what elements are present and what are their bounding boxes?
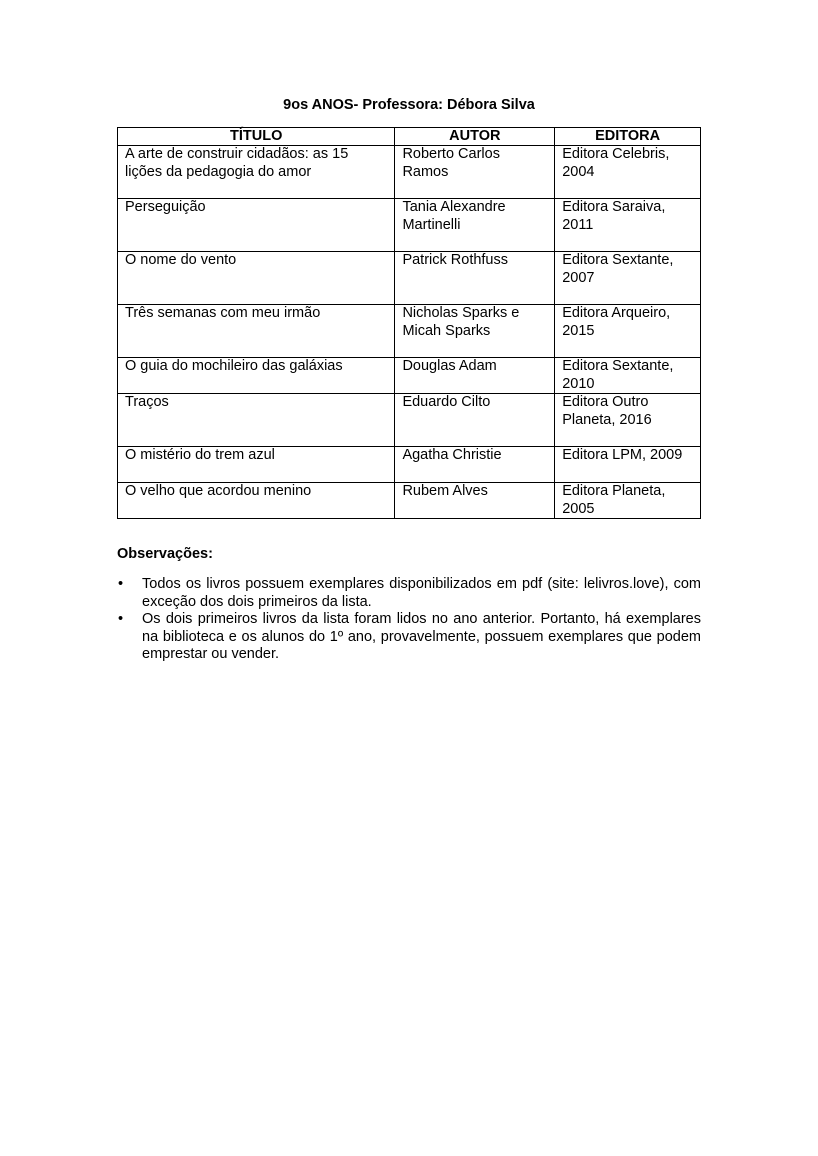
cell-editora: Editora Arqueiro, 2015 bbox=[555, 305, 701, 358]
table-header-row bbox=[118, 128, 701, 146]
cell-editora: Editora Planeta, 2005 bbox=[555, 483, 701, 519]
cell-titulo: O nome do vento bbox=[118, 252, 395, 305]
cell-editora: Editora Celebris, 2004 bbox=[555, 146, 701, 199]
observation-text: Os dois primeiros livros da lista foram lidos no ano anterior. Portanto, há exemplares na biblioteca e os alunos do 1º ano, provavelmente, possuem exemplares que podem emprestar ou vender. bbox=[142, 611, 701, 662]
bullet-icon: • bbox=[118, 611, 124, 627]
cell-autor: Rubem Alves bbox=[395, 483, 555, 519]
table-row bbox=[118, 305, 701, 358]
cell-editora: Editora LPM, 2009 bbox=[555, 447, 701, 483]
cell-titulo: Perseguição bbox=[118, 199, 395, 252]
cell-autor: Roberto Carlos Ramos bbox=[395, 146, 555, 199]
table-row bbox=[118, 199, 701, 252]
cell-titulo: O velho que acordou menino bbox=[118, 483, 395, 519]
cell-editora: Editora Outro Planeta, 2016 bbox=[555, 394, 701, 447]
bullet-icon: • bbox=[118, 576, 124, 592]
page-title: 9os ANOS- Professora: Débora Silva bbox=[283, 97, 535, 113]
table-row bbox=[118, 146, 701, 199]
cell-editora: Editora Sextante, 2010 bbox=[555, 358, 701, 394]
cell-autor: Patrick Rothfuss bbox=[395, 252, 555, 305]
observations-list bbox=[117, 576, 701, 664]
cell-titulo: O mistério do trem azul bbox=[118, 447, 395, 483]
table-row bbox=[118, 447, 701, 483]
cell-titulo: Três semanas com meu irmão bbox=[118, 305, 395, 358]
cell-autor: Tania Alexandre Martinelli bbox=[395, 199, 555, 252]
cell-editora: Editora Saraiva, 2011 bbox=[555, 199, 701, 252]
column-header-editora: EDITORA bbox=[555, 128, 701, 146]
table-row bbox=[118, 394, 701, 447]
list-item bbox=[117, 611, 701, 664]
observation-text: Todos os livros possuem exemplares disponibilizados em pdf (site: lelivros.love), com exceção dos dois primeiros da lista. bbox=[142, 576, 701, 610]
cell-titulo: Traços bbox=[118, 394, 395, 447]
cell-autor: Eduardo Cilto bbox=[395, 394, 555, 447]
cell-editora: Editora Sextante, 2007 bbox=[555, 252, 701, 305]
observations-heading: Observações: bbox=[117, 546, 213, 562]
column-header-autor: AUTOR bbox=[395, 128, 555, 146]
cell-autor: Agatha Christie bbox=[395, 447, 555, 483]
table-row bbox=[118, 252, 701, 305]
cell-autor: Nicholas Sparks e Micah Sparks bbox=[395, 305, 555, 358]
table-row bbox=[118, 483, 701, 519]
cell-titulo: A arte de construir cidadãos: as 15 lições da pedagogia do amor bbox=[118, 146, 395, 199]
cell-titulo: O guia do mochileiro das galáxias bbox=[118, 358, 395, 394]
column-header-titulo: TÍTULO bbox=[118, 128, 395, 146]
book-list-table bbox=[117, 127, 701, 519]
list-item bbox=[117, 576, 701, 611]
table-row bbox=[118, 358, 701, 394]
cell-autor: Douglas Adam bbox=[395, 358, 555, 394]
